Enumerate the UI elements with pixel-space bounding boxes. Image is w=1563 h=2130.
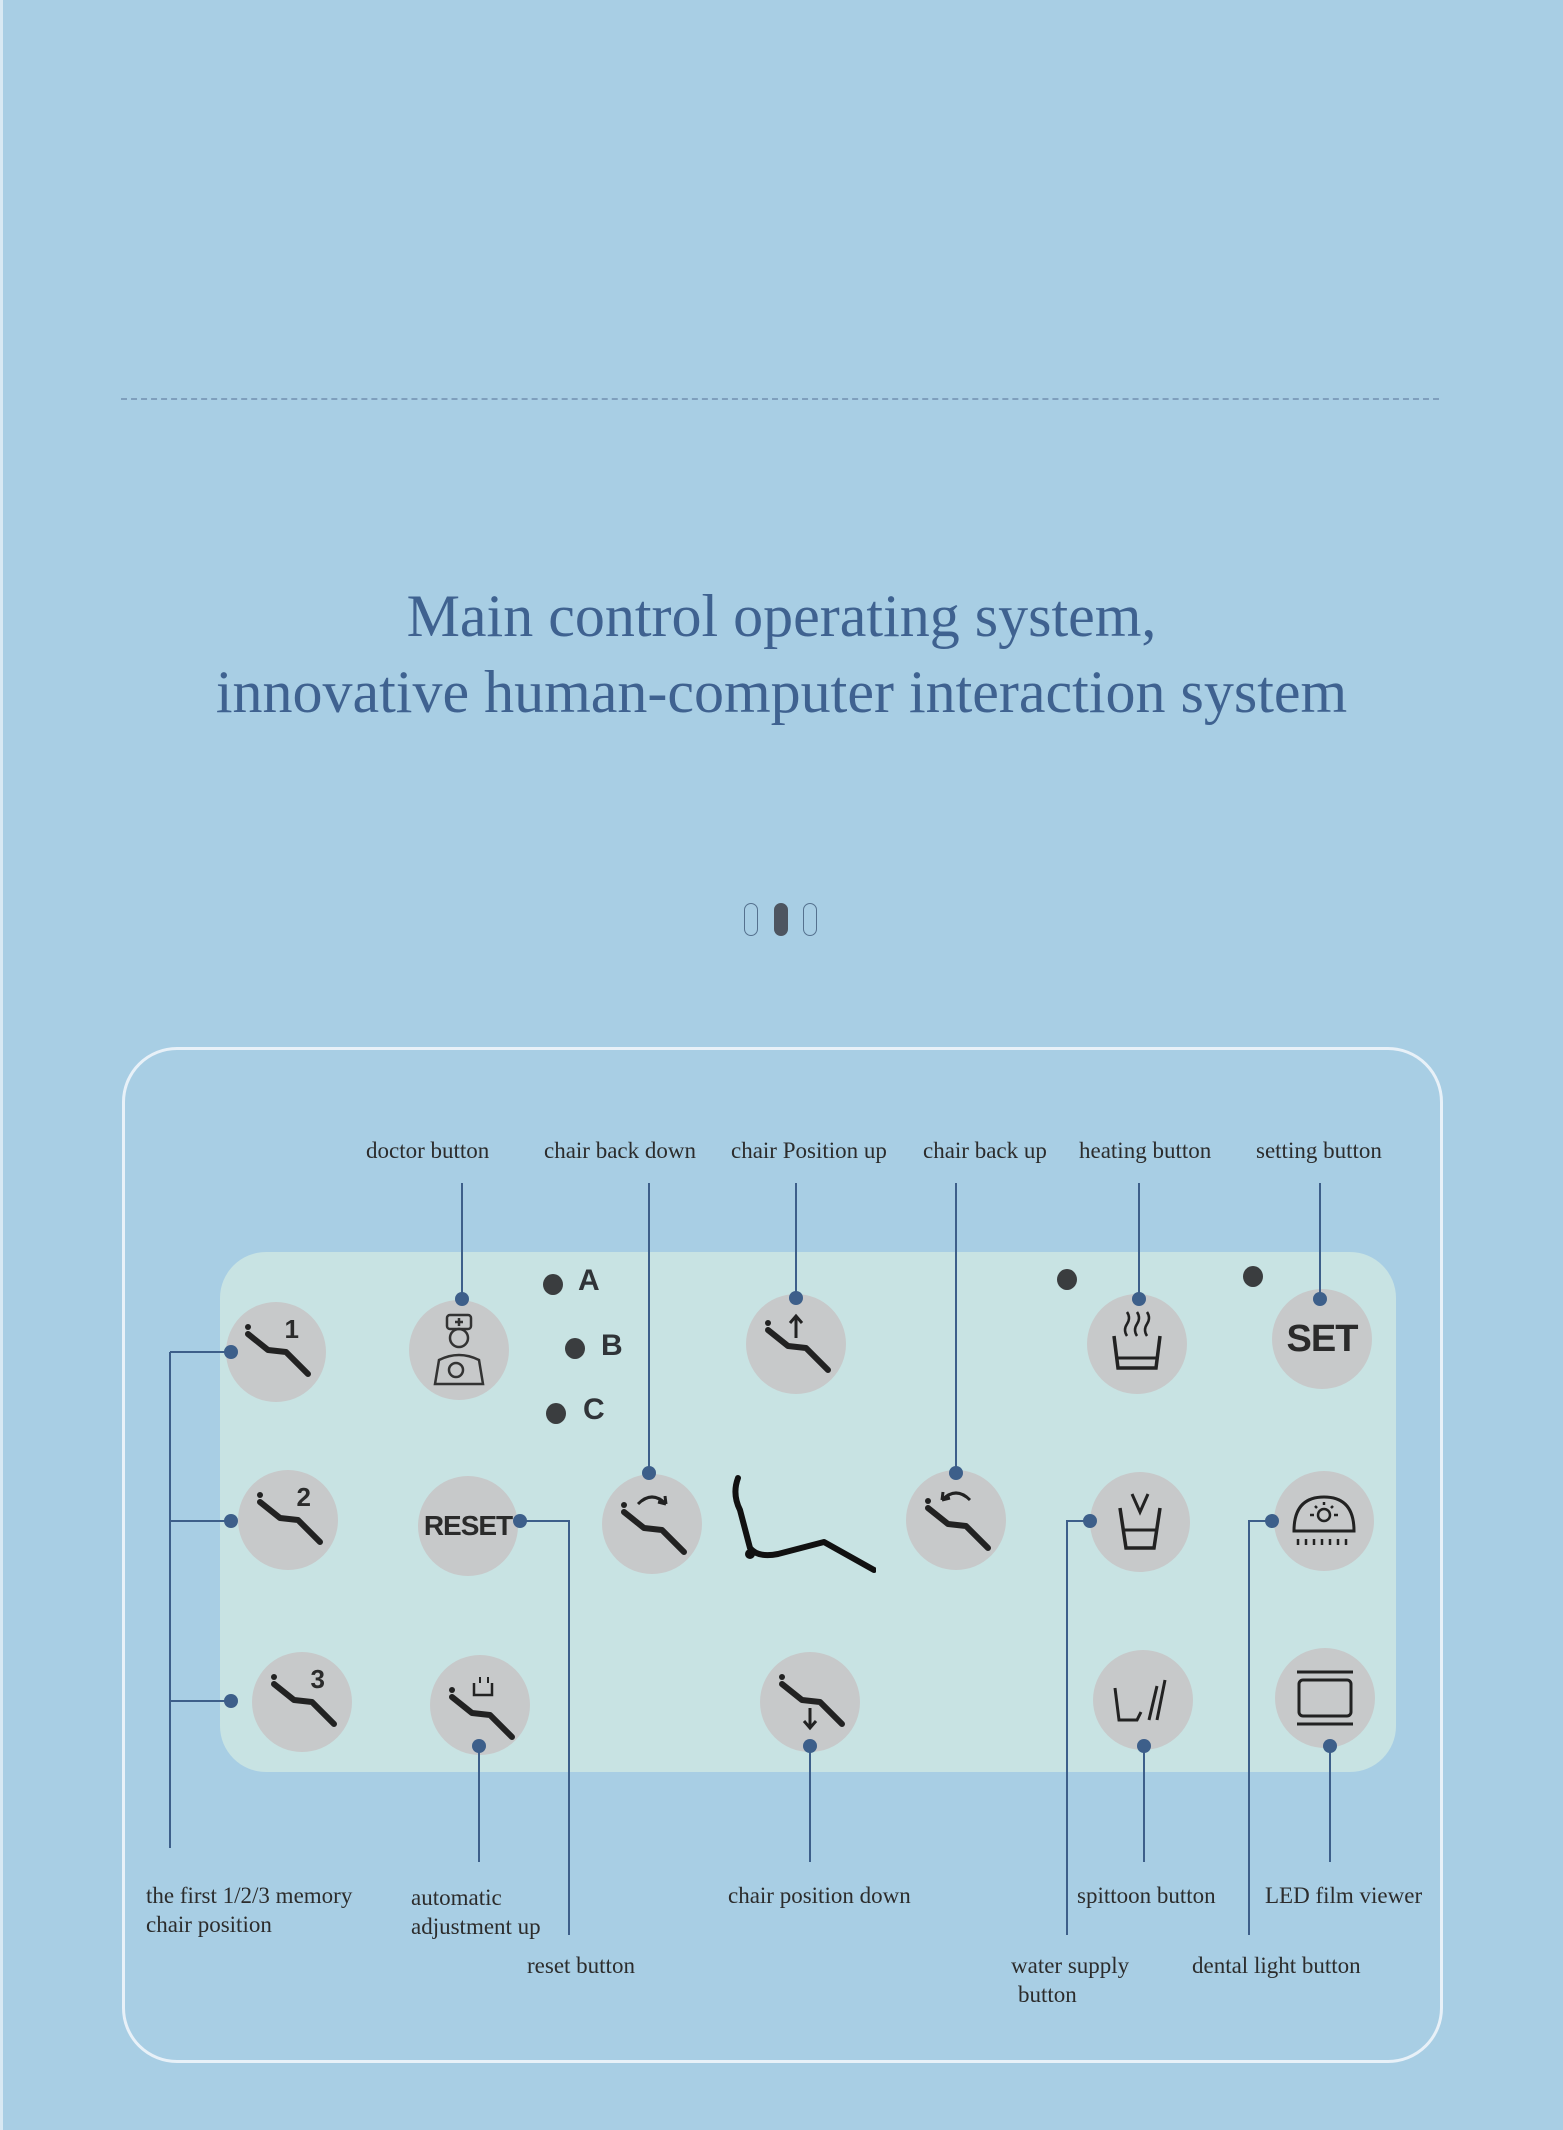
indicator-label-c: C <box>583 1393 605 1426</box>
label-reset-button: reset button <box>527 1953 635 1978</box>
label-water-line-2: button <box>1018 1982 1077 2007</box>
label-auto-line-2: adjustment up <box>411 1914 541 1939</box>
memory-2-number: 2 <box>296 1482 310 1512</box>
label-heating-button: heating button <box>1079 1138 1212 1163</box>
label-led-film-viewer: LED film viewer <box>1265 1883 1423 1908</box>
label-memory-line-1: the first 1/2/3 memory <box>146 1883 353 1908</box>
indicator-label-a: A <box>578 1264 600 1297</box>
title-line-2: innovative human-computer interaction system <box>215 659 1348 725</box>
label-dental-light-button: dental light button <box>1192 1953 1361 1978</box>
label-memory-line-2: chair position <box>146 1912 272 1937</box>
memory-3-number: 3 <box>310 1664 324 1694</box>
label-chair-position-up: chair Position up <box>731 1138 887 1163</box>
reset-button-text: RESET <box>423 1510 513 1541</box>
label-chair-back-down: chair back down <box>544 1138 696 1163</box>
label-spittoon-button: spittoon button <box>1077 1883 1216 1908</box>
label-setting-button: setting button <box>1256 1138 1382 1163</box>
label-memory-position <box>146 1881 352 1939</box>
label-chair-position-down: chair position down <box>728 1883 911 1908</box>
memory-1-number: 1 <box>284 1314 298 1344</box>
label-chair-back-up: chair back up <box>923 1138 1047 1163</box>
label-automatic-adjustment <box>411 1883 541 1941</box>
label-water-supply <box>1011 1951 1129 2009</box>
indicator-label-b: B <box>601 1329 623 1362</box>
label-doctor-button: doctor button <box>366 1138 490 1163</box>
label-water-line-1: water supply <box>1011 1953 1130 1978</box>
setting-button-text: SET <box>1286 1317 1358 1360</box>
label-auto-line-1: automatic <box>411 1885 502 1910</box>
title-line-1: Main control operating system, <box>406 583 1157 649</box>
